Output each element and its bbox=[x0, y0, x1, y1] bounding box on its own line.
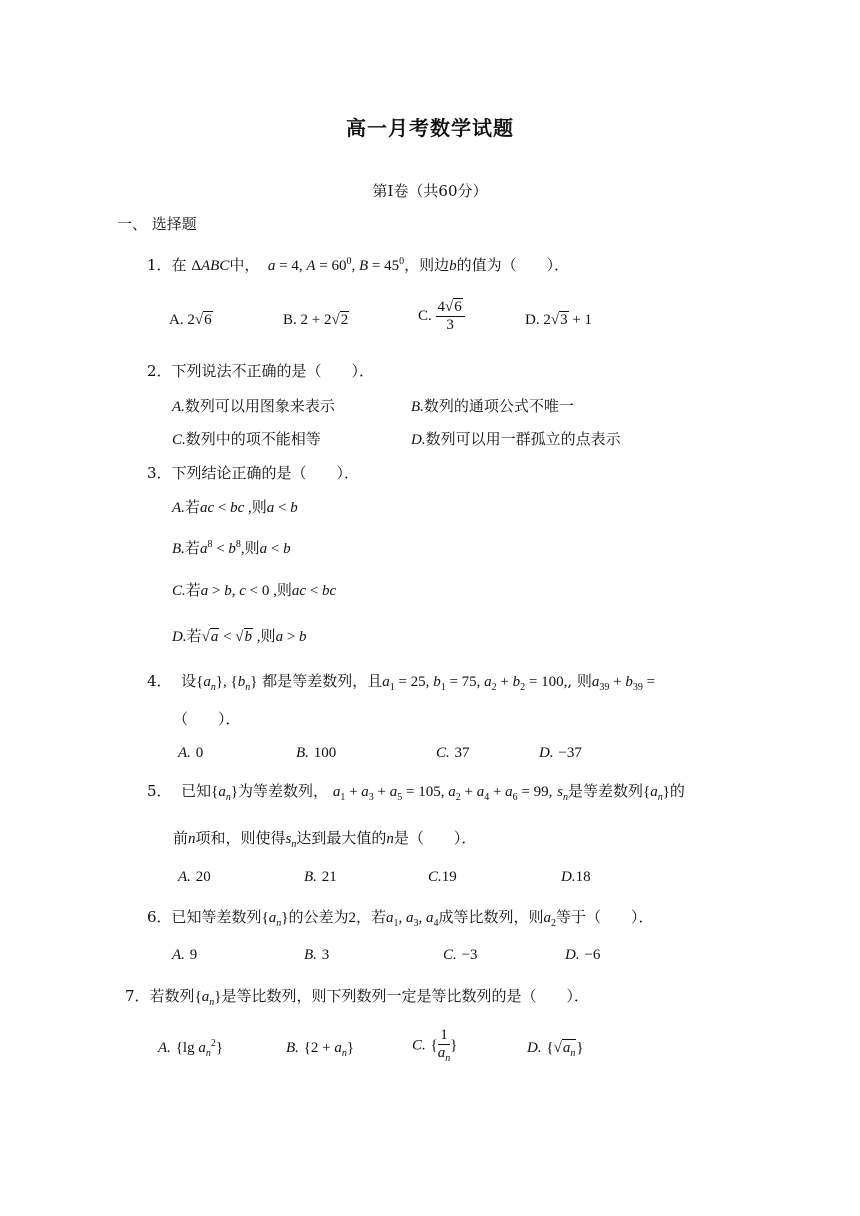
q4-option-b: B. 100 bbox=[296, 745, 337, 761]
question-7: 7．若数列$\{a_n\}$是等比数列，则下列数列一定是等比数列的是（ ）． bbox=[125, 987, 589, 1008]
q7-option-a: A. {lg $a_n^2$} bbox=[158, 1038, 224, 1059]
q3-option-d: D.若√a < √b ,则a > b bbox=[172, 627, 307, 645]
q1-option-c: C. $\frac{4√6}{3}$ bbox=[418, 299, 465, 333]
q4-option-d: D. −37 bbox=[539, 745, 582, 761]
q5-option-b: B. 21 bbox=[304, 869, 337, 885]
q5-option-d: D.18 bbox=[561, 869, 591, 885]
question-4: 4． 设$\{a_n\}$, $\{b_n\}$ 都是等差数列，且$a_1 = 25$, $b_1 = 75$, $a_2 + b_2 = 100$,, 则$a_{39} + b_{39}$ = bbox=[147, 672, 656, 693]
question-5-line-2: 前n项和，则使得$s_n$达到最大值的n是（ ）． bbox=[173, 829, 477, 850]
q5-option-a: A. 20 bbox=[178, 869, 211, 885]
q2-option-d: D.数列可以用一群孤立的点表示 bbox=[411, 430, 621, 448]
q6-option-a: A. 9 bbox=[172, 947, 198, 963]
section-heading: 一、 选择题 bbox=[117, 215, 197, 233]
q2-option-c: C.数列中的项不能相等 bbox=[172, 430, 321, 448]
q2-option-b: B.数列的通项公式不唯一 bbox=[411, 397, 574, 415]
question-5: 5． 已知$\{a_n\}$为等差数列， $a_1 + a_3 + a_5 = 105$, $a_2 + a_4 + a_6 = 99$, $s_n$是等差数列$\{a_n\}$的 bbox=[147, 782, 685, 803]
question-2: 2．下列说法不正确的是（ ）． bbox=[147, 362, 375, 380]
q7-option-c: C. { $\frac{1}{a_n}$ } bbox=[412, 1027, 458, 1064]
q3-option-c: C.若a > b, c < 0 ,则ac < bc bbox=[172, 581, 337, 599]
q6-option-d: D. −6 bbox=[565, 947, 601, 963]
q5-option-c: C.19 bbox=[428, 869, 457, 885]
q4-option-a: A. 0 bbox=[178, 745, 204, 761]
q3-option-b: B.若$a^8 < b^8$,则a < b bbox=[172, 539, 291, 557]
question-1: 1．在 ΔABC中， a = 4, $A = 60^0$, $B = 45^0$，则边b的值为（ ）． bbox=[147, 256, 570, 274]
paper-subtitle: 第Ⅰ卷（共60分） bbox=[372, 182, 488, 200]
q1-option-d: D. 2√3 + 1 bbox=[525, 312, 593, 328]
q7-option-b: B. $\{2 + a_n\}$ bbox=[286, 1040, 355, 1059]
question-3: 3．下列结论正确的是（ ）． bbox=[147, 464, 360, 482]
q2-option-a: A.数列可以用图象来表示 bbox=[172, 397, 335, 415]
q1-option-b: B. 2 + 2√2 bbox=[283, 312, 349, 328]
q6-option-c: C. −3 bbox=[443, 947, 478, 963]
q7-option-d: D. $\{√a_n\}$ bbox=[527, 1040, 584, 1059]
q3-option-a: A.若ac < bc ,则a < b bbox=[172, 498, 298, 516]
q1-option-a: A. 2√6 bbox=[169, 312, 212, 328]
q6-option-b: B. 3 bbox=[304, 947, 330, 963]
q4-answer-paren: （ ）． bbox=[173, 710, 241, 728]
page-title: 高一月考数学试题 bbox=[346, 116, 514, 140]
question-6: 6．已知等差数列$\{a_n\}$的公差为2，若$a_1$, $a_3$, $a_4$成等比数列，则$a_2$等于（ ）． bbox=[147, 908, 654, 929]
q4-option-c: C. 37 bbox=[436, 745, 470, 761]
